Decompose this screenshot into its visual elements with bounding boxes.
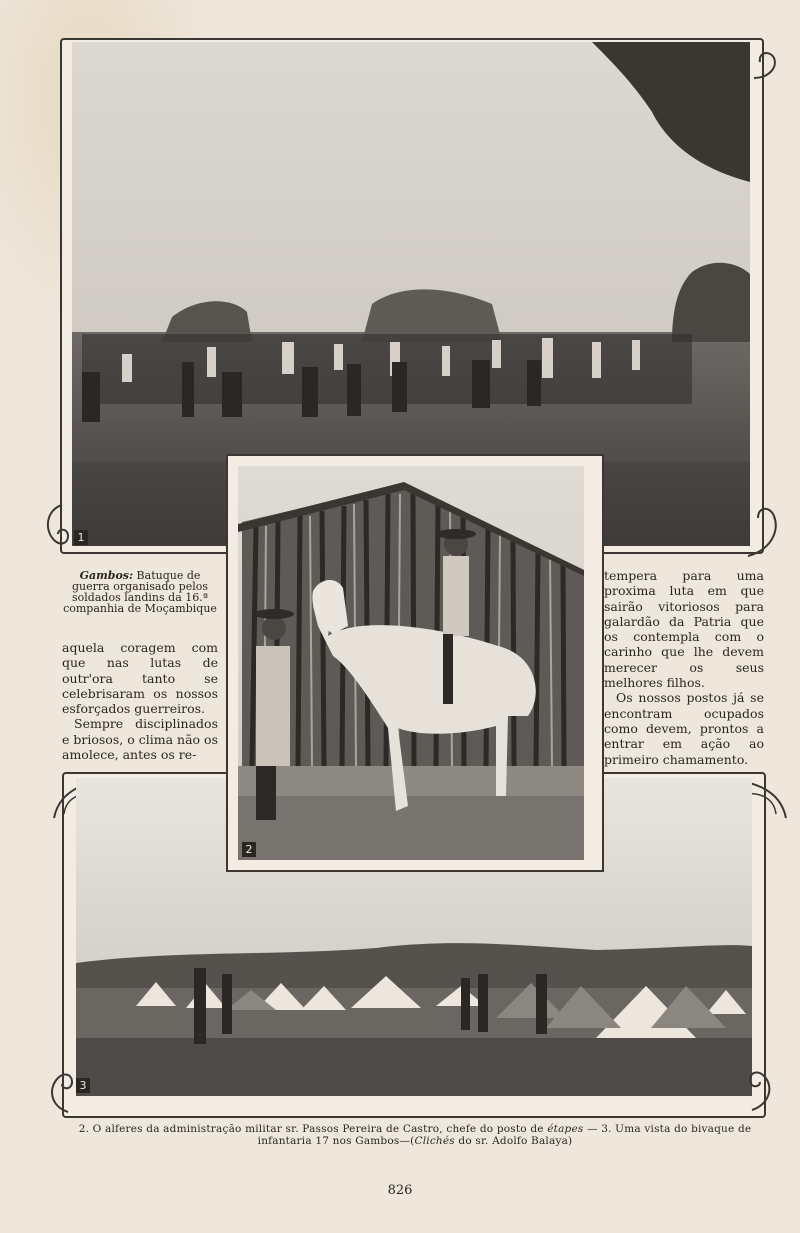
- caption-title: Gambos:: [79, 569, 134, 582]
- footer-caption-part-1: 2. O alferes da administração militar sr. Passos Pereira de Castro, chefe do posto de: [78, 1123, 548, 1135]
- photos-2-3-caption: [60, 1123, 770, 1147]
- photo-2-number: 2: [242, 842, 256, 857]
- right-paragraph-1: tempera para uma proxima luta em que sairão vitoriosos para galardão da Patria que os contempla com o carinho que lhe devem merecer os seus melhores filhos.: [604, 568, 764, 691]
- footer-caption-etapes: étapes: [547, 1123, 584, 1135]
- left-paragraph-2: Sempre disciplinados e briosos, o clima não os amolece, antes os re-: [62, 716, 218, 763]
- footer-caption-part-3: — 3. Uma vista do bivaque de infantaria 17 nos Gambos—(: [257, 1123, 752, 1147]
- photo-3-number: 3: [76, 1078, 90, 1093]
- page-number: 826: [387, 1183, 413, 1198]
- left-paragraph-1: aquela coragem com que nas lutas de outr'ora tanto se celebrisaram os nossos esforçados guerreiros.: [62, 640, 218, 717]
- footer-caption-cliches: Clichés: [414, 1135, 455, 1147]
- ornament-scroll-left-top: [40, 500, 70, 560]
- left-text-column: [62, 570, 218, 762]
- ornament-scroll-right-mid: [740, 498, 784, 562]
- caption-text: Batuque de guerra organisado pelos soldados landins da 16.ª companhia de Moçambique: [63, 569, 217, 615]
- footer-caption-part-5: do sr. Adolfo Balaya): [454, 1135, 573, 1147]
- ornament-scroll-right-top: [748, 48, 782, 88]
- photo-2-officer-on-horse: [238, 466, 584, 860]
- photo-1-number: 1: [74, 530, 88, 545]
- right-text-column: [604, 568, 764, 767]
- right-paragraph-2: Os nossos postos já se encontram ocupados como devem, prontos a entrar em ação ao primeiro chamamento.: [604, 690, 764, 767]
- ornament-scroll-left-bottom: [44, 1060, 74, 1116]
- ornament-scroll-right-bottom: [746, 1058, 778, 1114]
- photo-1-caption: [62, 570, 218, 614]
